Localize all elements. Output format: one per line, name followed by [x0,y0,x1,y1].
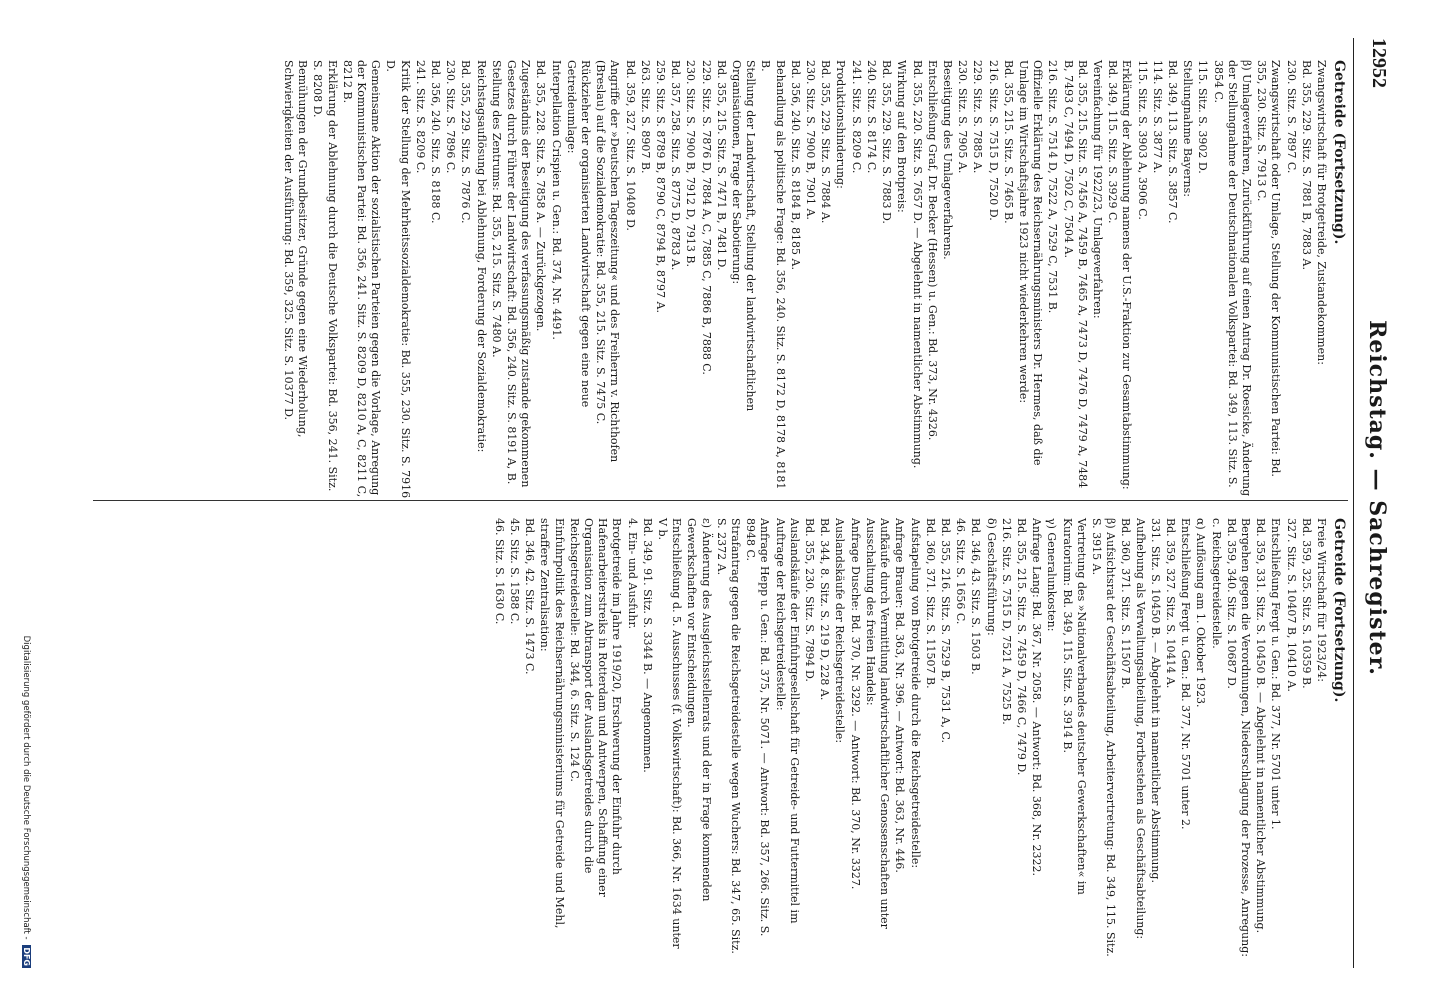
index-entry: Bd. 344, 8. Sitz. S. 219 D, 228 A. [818,518,832,701]
index-entry: Gemeinsame Aktion der sozialistischen Parteien gegen die Vorlage, Anregung der Kommunistischen Partei: Bd. 356, 241. Sitz. S. 8209 D, 8210 A, C, 8211 C, 8212 B. [340,60,383,498]
index-entry: 230. Sitz. S. 7905 A. [956,60,970,174]
index-entry: 46. Sitz. S. 1656 C. [954,518,968,625]
index-entry: Bd. 355, 230. Sitz. S. 7894 D. [803,518,817,682]
page-number: 12952 [1368,38,1390,88]
scanned-page [15,8,1400,988]
index-entry: 259. Sitz. S. 8789 B, 8790 C, 8794 B, 8797 A. [654,60,668,313]
index-entry: 263. Sitz. S. 8907 B. [638,60,652,174]
index-entry: Auslandskäufe der Einfuhrgesellschaft für Getreide- und Futtermittel im Auftrage der Reichsgetreidestelle: [773,518,801,924]
index-entry: 45. Sitz. S. 1588 C. [508,518,522,625]
index-entry: 115. Sitz. S. 3902 D. [1196,60,1210,174]
index-entry: ε) Änderung des Ausgleichsstellenrats und der in Frage kommenden Gewerkschaften vor Entscheidungen. [685,518,713,902]
index-entry: Bd. 355, 215. Sitz. S. 7471 B, 7481 D. [714,60,728,271]
index-entry: Bd. 355, 215. Sitz. S. 7459 D, 7466 C, 7479 D. [1014,518,1028,776]
index-entry: 240. Sitz. S. 8174 C. [864,60,878,174]
left-column [280,60,1348,500]
index-entry: Entschließung d. 5. Ausschusses (f. Volkswirtschaft): Bd. 366, Nr. 1634 unter V b. [656,518,684,949]
dfg-logo: DFG [22,947,31,966]
index-entry: 115. Sitz. S. 3903 A, 3906 C. [1135,60,1149,220]
index-entry: 114. Sitz. S. 3877 A. [1150,60,1164,174]
index-entry: Anfrage Dusche: Bd. 370, Nr. 3292. — Antwort: Bd. 370, Nr. 3327. [848,518,862,890]
index-entry: Anfrage Hepp u. Gen.: Bd. 375, Nr. 5071. — Antwort: Bd. 357, 266. Sitz. S. 8948 C. [744,518,772,937]
index-entry: Wirkung auf den Brotpreis: [895,60,909,213]
index-entry: Angriffe der »Deutschen Tageszeitung« und des Freiherrn v. Richthofen (Breslau) auf die Sozialdemokratie: Bd. 355, 215. Sitz. S. 7475 C. [594,60,622,463]
index-entry: Bd. 359, 327. Sitz. S. 10408 D. [623,60,637,231]
index-entry: Aufkäufe durch Vermittlung landwirtschaftlicher Genossenschaften unter Ausschaltung des freien Handels: [863,518,892,929]
index-entry: γ) Generalunkosten: [1045,518,1059,632]
index-entry: Bd. 346, 42. Sitz. S. 1473 C. [523,518,537,675]
index-entry: Auslandskäufe der Reichsgetreidestelle: [833,518,847,744]
index-entry: Aufhebung als Verwaltungsabteilung, Fortbestehen als Geschäftsabteilung: Bd. 360, 371. Sitz. S. 11507 B. [1119,518,1147,940]
index-entry: Brotgetreide im Jahre 1919/20, Erschwerung der Einfuhr durch Hafenarbeiterstreiks in Rotterdam und Antwerpen, Schaffung einer Organisation zum Abtransport der Auslandsgetreides durch die Reichsgetreidestelle: Bd. 344, 6. Sitz. S. 124 C. [567,518,624,897]
index-entry: Freie Wirtschaft für 1923/24: [1315,518,1328,682]
right-column-entries [492,518,1328,958]
index-entry: 230. Sitz. S. 7900 B, 7901 A. [804,60,818,220]
digitization-credit [21,28,31,968]
index-entry: Kritik der Stellung der Mehrheitssozialdemokratie: Bd. 355, 230. Sitz. S. 7916 D. [384,60,412,499]
index-entry: Bd. 346, 43. Sitz. S. 1503 B. [969,518,983,675]
index-entry: Entschließung Fergt u. Gen.: Bd. 377, Nr. 5701 unter 1. [1269,518,1283,830]
header-rule [1353,38,1354,968]
index-entry: 331. Sitz. S. 10450 B. — Abgelehnt in namentlicher Abstimmung. [1148,518,1162,883]
index-entry: 230. Sitz. S. 7897 C. [1284,60,1298,174]
index-entry: Entschließung Graf, Dr. Becker (Hessen) u. Gen.: Bd. 373, Nr. 4326. [925,60,939,441]
index-entry: Zugeständnis der Beseitigung des verfassungsmäßig zustande gekommenen Gesetzes durch Führer der Landwirtschaft: Bd. 356, 240. Sitz. S. 8191 A, B. [505,60,533,488]
left-column-entries [281,60,1328,500]
index-entry: 241. Sitz. S. 8209 C. [849,60,863,174]
index-entry: Offizielle Erklärung des Reichsernährungsministers Dr. Hermes, daß die Umlage im Wirtschaftsjahre 1923 nicht wiederkehren werde: [1016,60,1045,466]
index-entry: Erklärung der Ablehnung namens der U.S.-Fraktion zur Gesamtabstimmung: Bd. 349, 115. Sitz. S. 3929 C. [1106,60,1134,490]
left-column-heading: Getreide (Fortsetzung). [1331,60,1347,245]
index-entry: 216. Sitz. S. 7514 D, 7522 A, 7529 C, 7531 B. [1046,60,1060,314]
index-entry: Bd. 357, 258. Sitz. S. 8775 D, 8783 A. [669,60,683,271]
index-entry: Bd. 349, 91. Sitz. S. 3344 B. — Angenommen. [640,518,654,773]
index-entry: Bd. 359, 331. Sitz. S. 10450 B. — Abgelehnt in namentlicher Abstimmung. [1254,518,1268,934]
index-entry: Zwangswirtschaft für Brotgetreide, Zustandekommen: [1315,60,1328,365]
index-entry: β) Umlageverfahren, Zurückführung auf einen Antrag Dr. Roesicke, Änderung der Stellungnahme der Deutschnationalen Volkspartei: Bd. 349, 113. Sitz. S. 3854 C. [1211,60,1253,497]
index-entry: Anfrage Brauer: Bd. 363, Nr. 396. — Antwort: Bd. 363, Nr. 446. [893,518,907,873]
index-entry: Bd. 360, 371. Sitz. S. 11507 B. [923,518,937,689]
index-entry: Bd. 355, 229. Sitz. S. 7884 A. [819,60,833,224]
credit-text: Digitalisierung gefördert durch die Deutsche Forschungsgemeinschaft - [21,635,31,940]
right-column-heading: Getreide (Fortsetzung). [1331,518,1347,703]
index-entry: Bd. 359, 325. Sitz. S. 10359 B. [1299,518,1313,689]
index-entry: 46. Sitz. S. 1630 C. [492,518,506,625]
index-entry: Einfuhrpolitik des Reichsernährungsministeriums für Getreide und Mehl, straffere Zentralisation: [538,518,566,929]
index-entry: 4. Ein- und Ausfuhr. [625,518,639,630]
index-entry: Bd. 349, 113. Sitz. S. 3857 C. [1165,60,1179,224]
index-entry: Beseitigung des Umlageverfahrens. [940,60,954,260]
column-divider [93,500,1348,501]
index-entry: Bd. 355, 215. Sitz. S. 7456 A, 7459 B, 7465 A, 7473 D, 7476 D, 7479 A, 7484 B, 7493 C, 7494 D, 7502 C, 7504 A. [1061,60,1089,489]
index-entry: Bd. 356, 240. Sitz. S. 8188 C. [429,60,443,224]
index-entry: Bd. 355, 229. Sitz. S. 7876 C. [459,60,473,224]
index-entry: Stellungnahme Bayerns: [1181,60,1195,197]
index-entry: 230. Sitz. S. 7896 C. [444,60,458,174]
index-entry: Anfrage Lang: Bd. 367, Nr. 2058. — Antwort: Bd. 368, Nr. 2322. [1030,518,1044,877]
index-entry: Bd. 355, 216. Sitz. S. 7529 B, 7531 A, C. [938,518,952,744]
index-entry: 229. Sitz. S. 7885 A. [971,60,985,174]
index-entry: Entschließung Fergt u. Gen.: Bd. 377, Nr. 5701 unter 2. [1179,518,1193,830]
index-entry: Bd. 355, 229. Sitz. S. 7883 D. [880,60,894,224]
index-entry: c. Reichsgetreidestelle. [1209,518,1223,649]
index-entry: Stellung des Zentrums: Bd. 355, 215. Sitz. S. 7480 A. [489,60,503,358]
index-entry: Reichstagsauflösung bei Ablehnung, Forderung der Sozialdemokratie: [474,60,488,453]
index-entry: 216. Sitz. S. 7515 D, 7521 A, 7525 B. [999,518,1013,725]
index-entry: Zwangswirtschaft oder Umlage, Stellung der Kommunistischen Partei: Bd. 355, 230. Sitz. S. 7913 C. [1255,60,1283,477]
index-entry: Bd. 355, 228. Sitz. S. 7858 A. — Zurückgezogen. [534,60,548,332]
index-entry: Bemühungen der Grundbesitzer, Gründe gegen eine Wiederholung, Schwierigkeiten der Ausführung: Bd. 359, 325. Sitz. S. 10377 D. [281,60,310,438]
index-entry: Bergehen gegen die Verordnungen, Niederschlagung der Prozesse, Anregung: Bd. 359, 340. Sitz. S. 10687 D. [1224,518,1252,957]
index-entry: Vertretung des »Nationalverbandes deutscher Gewerkschaften« im Kuratorium: Bd. 349, 115. Sitz. S. 3914 B. [1060,518,1088,895]
right-column [491,518,1348,958]
index-entry: 216. Sitz. S. 7515 D, 7520 D. [986,60,1000,221]
index-entry: Bd. 355, 220. Sitz. S. 7657 D. — Abgelehnt in namentlicher Abstimmung. [910,60,924,469]
index-entry: Bd. 356, 240. Sitz. S. 8184 B, 8185 A. [788,60,802,270]
index-entry: Rückzieher der organisierten Landwirtschaft gegen eine neue Getreideumlage: [564,60,593,408]
index-entry: Erklärung der Ablehnung durch die Deutsche Volkspartei: Bd. 356, 241. Sitz. S. 8208 D. [311,60,339,492]
running-title: Reichstag. — Sachregister. [1364,320,1390,676]
index-entry: Produktionshinderung: [834,60,848,189]
index-entry: Aufstapelung von Brotgetreide durch die Reichsgetreidestelle: [908,518,922,869]
index-entry: 230. Sitz. S. 7900 B, 7912 D, 7913 B. [684,60,698,267]
index-entry: Bd. 359, 327. Sitz. S. 10414 A. [1163,518,1177,689]
index-entry: Behandlung als politische Frage: Bd. 356, 240. Sitz. S. 8172 D, 8178 A, 8181 B. [759,60,787,490]
index-entry: 327. Sitz. S. 10407 B, 10410 A. [1284,518,1298,692]
index-entry: Interpellation Crispien u. Gen.: Bd. 374, Nr. 4491. [549,60,563,340]
index-entry: Stellung der Landwirtschaft, Stellung der landwirtschaftlichen Organisationen, Frage der Sabotierung: [730,60,758,412]
index-entry: Bd. 355, 215. Sitz. S. 7465 B. [1001,60,1015,224]
index-entry: δ) Geschäftsführung: [984,518,998,636]
index-entry: α) Auflösung am 1. Oktober 1923. [1194,518,1208,708]
index-entry: 229. Sitz. S. 7876 D, 7884 A, C, 7885 C, 7886 B, 7888 C. [699,60,713,375]
index-entry: Vereinfachung für 1922/23, Umlageverfahren: [1090,60,1104,319]
page-header [1358,8,1392,988]
index-entry: Strafantrag gegen die Reichsgetreidestelle wegen Wuchers: Bd. 347, 65. Sitz. S. 2372 A. [714,518,743,954]
index-entry: Bd. 355, 229. Sitz. S. 7881 B, 7883 A. [1299,60,1313,270]
index-entry: β) Aufsichtsrat der Geschäftsabteilung, Arbeitervertretung: Bd. 349, 115. Sitz. S. 3915 A. [1089,518,1118,957]
index-entry: 241. Sitz. S. 8209 C. [413,60,427,174]
